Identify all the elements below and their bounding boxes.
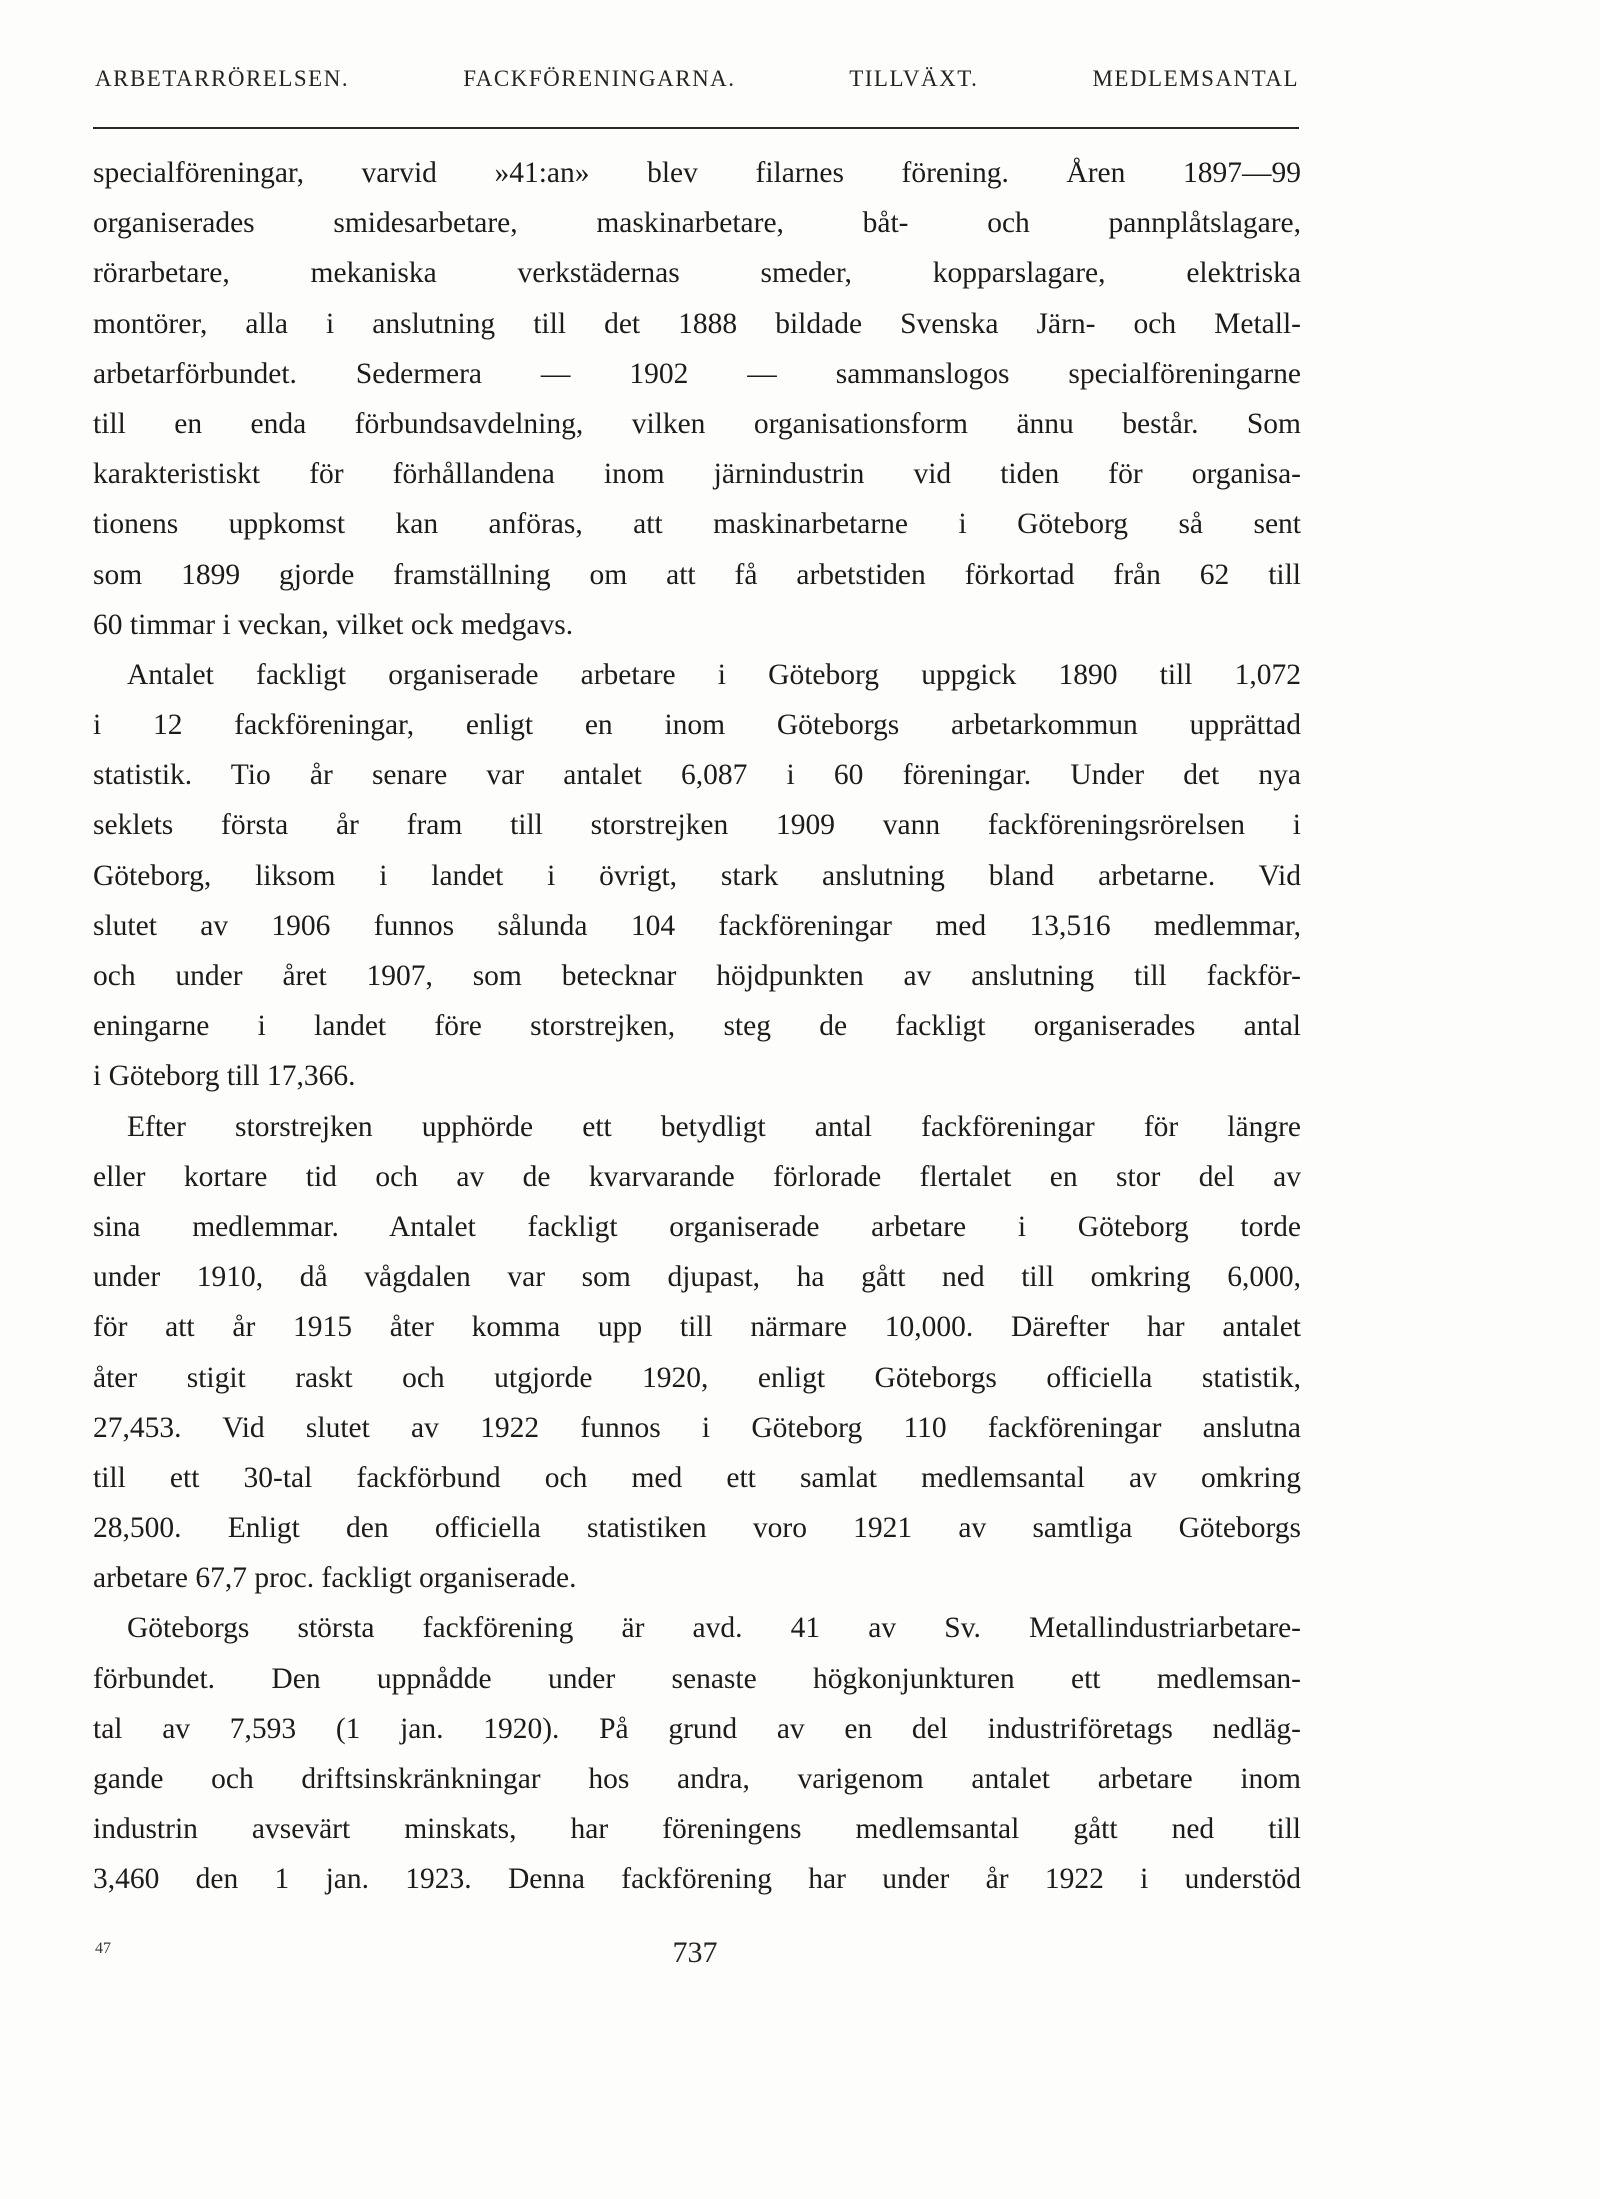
text-line: 60 timmar i veckan, vilket ock medgavs. [93, 608, 574, 641]
text-line: som 1899 gjorde framställning om att få arbetstiden förkortad från 62 till [93, 558, 1301, 591]
body-text [93, 148, 1301, 1905]
text-line: förbundet. Den uppnådde under senaste högkonjunkturen ett medlemsan- [93, 1662, 1301, 1695]
text-line: 3,460 den 1 jan. 1923. Denna fackförening har under år 1922 i understöd [93, 1863, 1301, 1896]
text-line: industrin avsevärt minskats, har föreningens medlemsantal gått ned till [93, 1813, 1301, 1846]
text-line: till en enda förbundsavdelning, vilken organisationsform ännu består. Som [93, 407, 1301, 440]
text-line: och under året 1907, som betecknar höjdpunkten av anslutning till fackför- [93, 960, 1301, 992]
text-line: rörarbetare, mekaniska verkstädernas smeder, kopparslagare, elektriska [93, 257, 1301, 290]
text-line: montörer, alla i anslutning till det 1888 bildade Svenska Järn- och Metall- [93, 307, 1301, 340]
text-line: Göteborg, liksom i landet i övrigt, stark anslutning bland arbetarne. Vid [93, 859, 1301, 892]
text-line: till ett 30-tal fackförbund och med ett samlat medlemsantal av omkring [93, 1461, 1301, 1494]
text-line: arbetare 67,7 proc. fackligt organiserade. [93, 1562, 577, 1595]
paragraph-4 [93, 1603, 1301, 1904]
signature-mark: 47 [95, 1940, 111, 1957]
text-line: slutet av 1906 funnos sålunda 104 fackföreningar med 13,516 medlemmar, [93, 909, 1301, 942]
text-line: för att år 1915 åter komma upp till närmare 10,000. Därefter har antalet [93, 1311, 1301, 1344]
text-line: tal av 7,593 (1 jan. 1920). På grund av en del industriföretags nedläg- [93, 1712, 1301, 1745]
text-line: karakteristiskt för förhållandena inom järnindustrin vid tiden för organisa- [93, 458, 1301, 491]
text-line: eningarne i landet före storstrejken, steg de fackligt organiserades antal [93, 1010, 1301, 1043]
text-line: 27,453. Vid slutet av 1922 funnos i Göteborg 110 fackföreningar anslutna [93, 1411, 1301, 1444]
text-line: seklets första år fram till storstrejken 1909 vann fackföreningsrörelsen i [93, 809, 1301, 842]
text-line: specialföreningar, varvid »41:an» blev filarnes förening. Åren 1897—99 [93, 157, 1301, 189]
running-head: ARBETARRÖRELSEN. FACKFÖRENINGARNA. TILLVÄXT. MEDLEMSANTAL [95, 66, 1299, 91]
text-line: Göteborgs största fackförening är avd. 41 av Sv. Metallindustriarbetare- [127, 1612, 1301, 1645]
text-line: Antalet fackligt organiserade arbetare i Göteborg uppgick 1890 till 1,072 [127, 658, 1301, 691]
text-line: arbetarförbundet. Sedermera — 1902 — sammanslogos specialföreningarne [93, 357, 1301, 390]
text-line: eller kortare tid och av de kvarvarande förlorade flertalet en stor del av [93, 1160, 1301, 1193]
header-rule [93, 127, 1299, 129]
paragraph-3 [93, 1102, 1301, 1604]
text-line: i Göteborg till 17,366. [93, 1060, 356, 1093]
text-line: gande och driftsinskränkningar hos andra, varigenom antalet arbetare inom [93, 1763, 1301, 1795]
page-number: 737 [672, 1936, 718, 1969]
text-line: organiserades smidesarbetare, maskinarbetare, båt- och pannplåtslagare, [93, 207, 1301, 240]
text-line: åter stigit raskt och utgjorde 1920, enligt Göteborgs officiella statistik, [93, 1361, 1301, 1394]
text-line: sina medlemmar. Antalet fackligt organiserade arbetare i Göteborg torde [93, 1210, 1301, 1243]
text-line: 28,500. Enligt den officiella statistiken voro 1921 av samtliga Göteborgs [93, 1512, 1301, 1545]
text-line: under 1910, då vågdalen var som djupast, ha gått ned till omkring 6,000, [93, 1261, 1301, 1294]
text-line: Efter storstrejken upphörde ett betydligt antal fackföreningar för längre [127, 1110, 1301, 1143]
text-line: tionens uppkomst kan anföras, att maskinarbetarne i Göteborg så sent [93, 508, 1301, 541]
paragraph-1 [93, 148, 1301, 650]
paragraph-2 [93, 650, 1301, 1102]
text-line: i 12 fackföreningar, enligt en inom Göteborgs arbetarkommun upprättad [93, 709, 1301, 742]
text-line: statistik. Tio år senare var antalet 6,087 i 60 föreningar. Under det nya [93, 759, 1301, 792]
